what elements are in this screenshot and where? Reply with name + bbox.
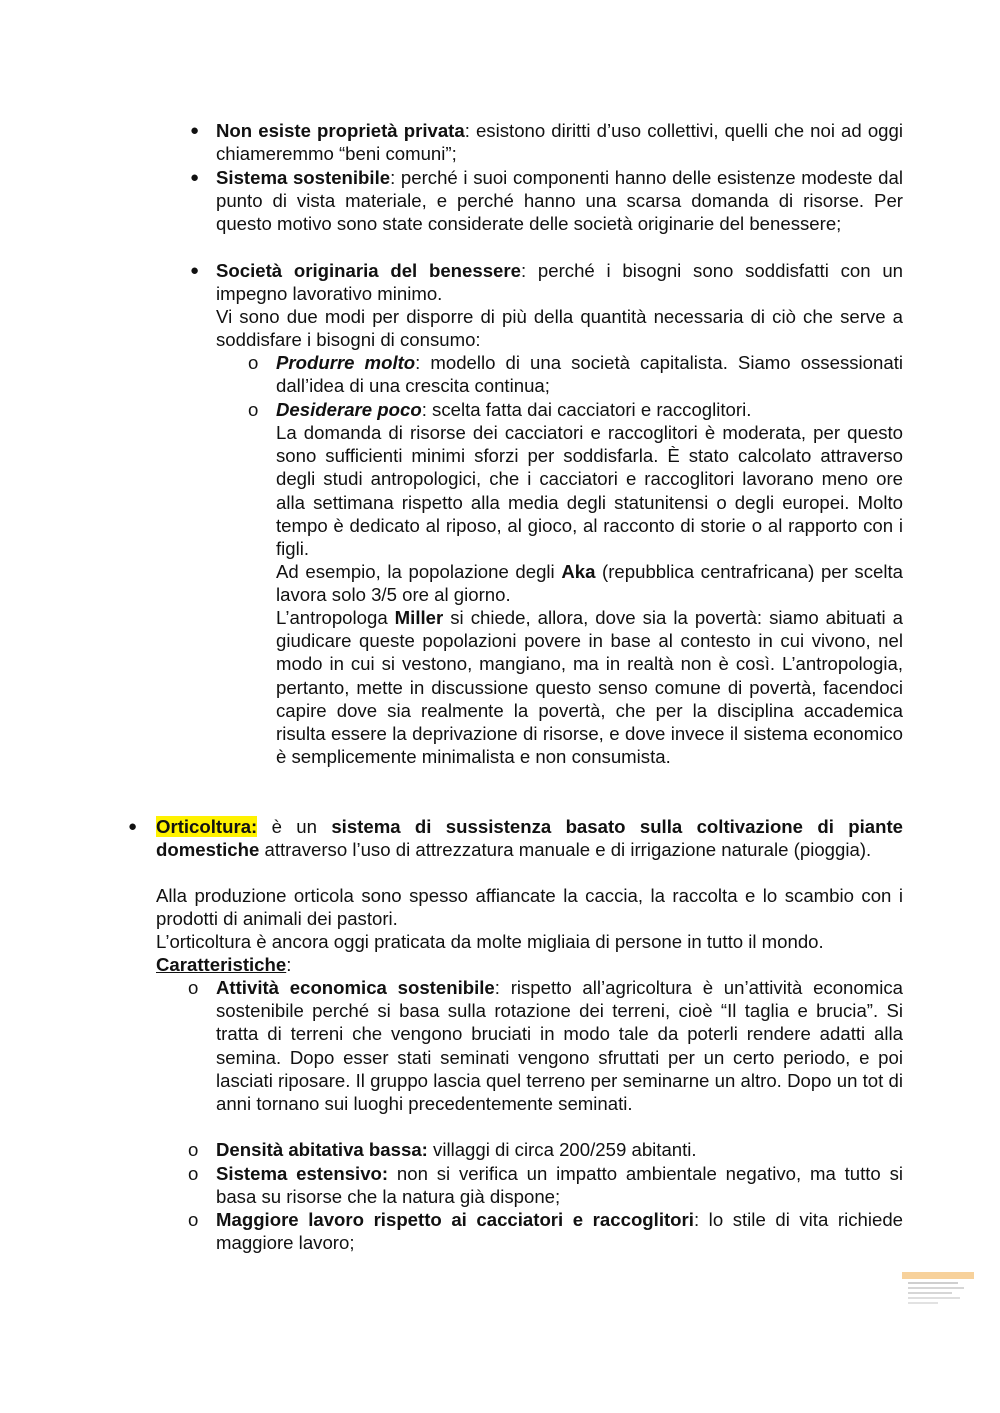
text: : [286,954,292,975]
text: (repubblica centrafricana) per scelta lavora solo 3/5 ore al giorno. [276,561,904,606]
bullet: ● [190,169,200,186]
paragraph: Alla produzione orticola sono spesso affiancate la caccia, la raccolta e lo scambio con i prodotti di animali dei pastori. [156,885,903,930]
sub-item [216,1162,903,1208]
term: Desiderare poco [276,399,422,420]
page-thumbnail-icon [900,1272,976,1308]
sub-bullet: o [188,1209,199,1230]
sub-bullet: o [188,977,199,998]
term: Sistema estensivo: [216,1163,389,1184]
sub-bullet: o [248,352,259,373]
paragraph [276,606,903,768]
subheading [156,953,903,976]
item-text: : lo stile di vita richiede maggiore lavoro; [216,1209,903,1254]
text: Ad esempio, la popolazione degli [276,561,562,582]
text: L’antropologa [276,607,395,628]
text: è un [257,816,332,837]
text: si chiede, allora, dove sia la povertà: siamo abituati a giudicare queste popolazioni povere in base al contesto in cui vivono, nel modo in cui si vestono, mangiano, ma in realtà non è così. L’antropologia, pertanto, mette in discussione questo senso comune di povertà, facendoci capire dove sia realmente la povertà, che per la disciplina accademica risulta essere la deprivazione di risorse, e dove invece il sistema economico è semplicemente minimalista e non consumista. [276,607,903,768]
sub-item [216,976,903,1115]
item-text: : modello di una società capitalista. Siamo ossessionati dall’idea di una crescita continua; [276,352,903,397]
paragraph: La domanda di risorse dei cacciatori e raccoglitori è moderata, per questo sono sufficienti minimi sforzi per soddisfarla. È stato calcolato attraverso degli studi antropologici, che i cacciatori e raccoglitori lavorano meno ore alla settimana rispetto alla media degli statunitensi o degli europei. Molto tempo è dedicato al riposo, al gioco, al racconto di storie o al rapporto con i figli. [276,422,903,560]
section-orticoltura [156,815,903,861]
text: attraverso l’uso di attrezzatura manuale e di irrigazione naturale (pioggia). [259,839,872,861]
term: Produrre molto [276,352,416,373]
term: Attività economica sostenibile [216,977,495,998]
sub-bullet: o [248,399,259,420]
sub-item [276,351,903,397]
sub-item [216,1208,903,1254]
item-text: : perché i bisogni sono soddisfatti con un impegno lavorativo minimo. [216,260,903,305]
term: Miller [394,607,444,628]
term: Maggiore lavoro rispetto ai cacciatori e raccoglitori [216,1209,694,1230]
sub-item [216,1138,903,1161]
item-text: villaggi di circa 200/259 abitanti. [427,1139,697,1160]
list-item [216,259,903,305]
term: Non esiste proprietà privata [216,120,465,141]
sub-bullet: o [188,1163,199,1184]
bullet: ● [128,818,138,835]
sub-bullet: o [188,1139,199,1160]
list-item [216,166,903,236]
item-text: : esistono diritti d’uso collettivi, quelli che noi ad oggi chiameremmo “beni comuni”; [216,120,903,165]
term: Sistema sostenibile [216,167,391,188]
bullet: ● [190,122,200,139]
item-text: : perché i suoi componenti hanno delle esistenze modeste dal punto di vista materiale, e perché hanno una scarsa domanda di risorse. Per questo motivo sono state considerate delle società originarie del benessere; [216,167,903,235]
item-text: : rispetto all’agricoltura è un’attività economica sostenibile perché si basa sulla rotazione dei terreni, cioè “Il taglia e brucia”. Si tratta di terreni che vengono bruciati in modo tale da poterli rendere adatti alla semina. Dopo esser stati seminati vengono sfruttati per un certo periodo, e poi lasciati riposare. Il gruppo lascia quel terreno per seminarne un altro. Dopo un tot di anni tornano sui luoghi precedentemente seminati. [216,977,903,1115]
paragraph [276,560,903,606]
term: Società originaria del benessere [216,260,521,281]
item-text: : scelta fatta dai cacciatori e raccoglitori. [421,399,752,420]
bullet: ● [190,262,200,279]
list-item [216,119,903,165]
term: Densità abitativa bassa: [216,1139,428,1160]
item-text: non si verifica un impatto ambientale negativo, ma tutto si basa su risorse che la natura già dispone; [216,1163,903,1208]
paragraph: L’orticoltura è ancora oggi praticata da molte migliaia di persone in tutto il mondo. [156,931,824,952]
sub-item [276,398,903,421]
paragraph: Vi sono due modi per disporre di più della quantità necessaria di ciò che serve a soddisfare i bisogni di consumo: [216,306,903,351]
caratteristiche-heading: Caratteristiche [156,954,287,975]
term: Aka [561,561,596,582]
highlighted-term: Orticoltura: [156,816,258,837]
term: sistema di sussistenza basato sulla coltivazione di piante domestiche [156,816,903,861]
